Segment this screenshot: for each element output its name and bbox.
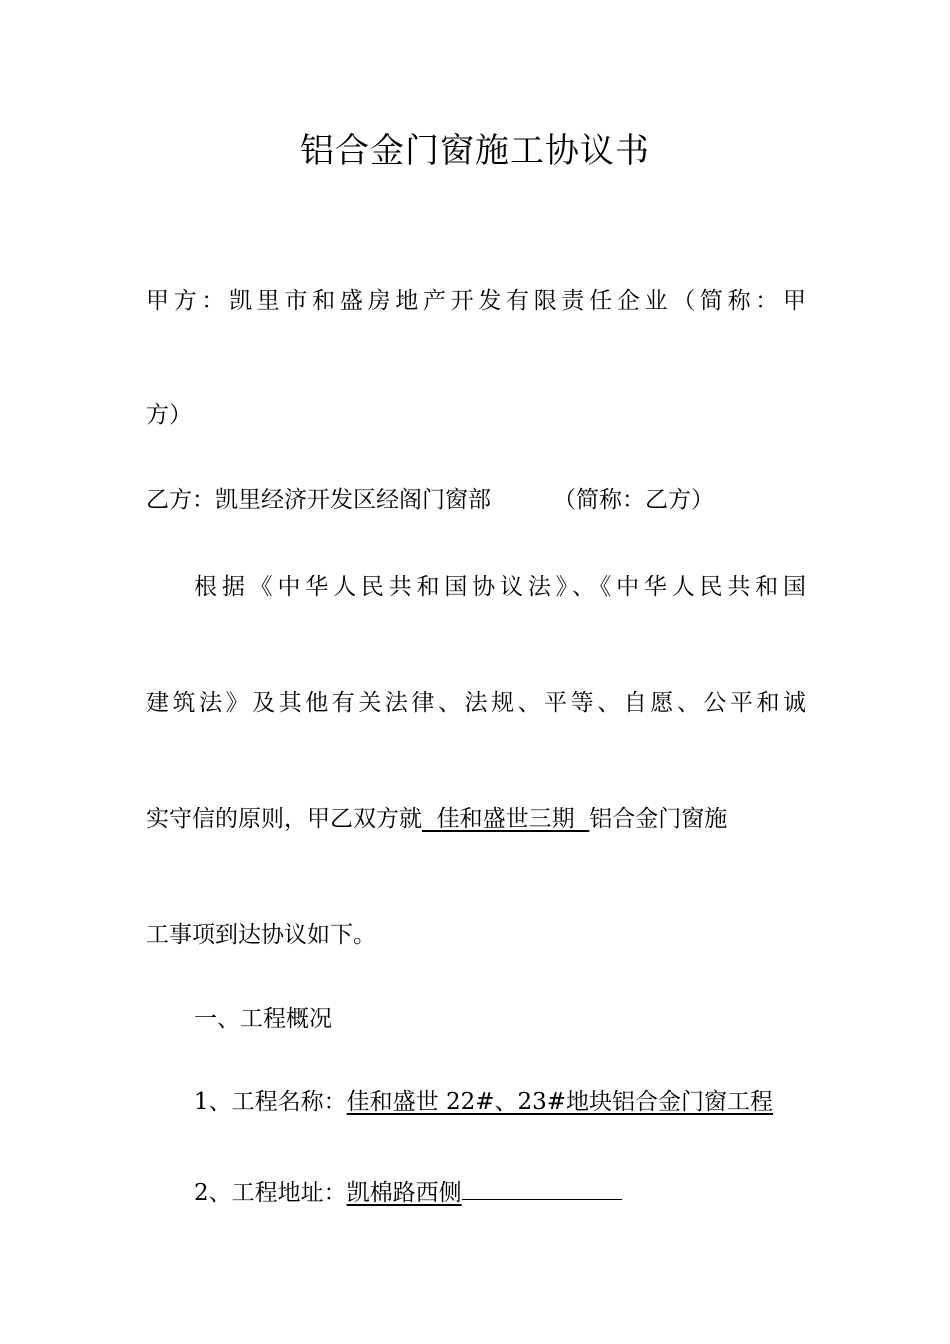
basis-line-3-suffix: 铝合金门窗施 (589, 806, 728, 832)
basis-line-2: 建筑法》及其他有关法律、法规、平等、自愿、公平和诚 (146, 690, 806, 716)
document-title: 铝合金门窗施工协议书 (300, 131, 650, 171)
item-1-project-name (194, 1085, 773, 1119)
project-name-underlined: 佳和盛世三期 (422, 806, 590, 832)
party-a-line-1: 甲方：凯里市和盛房地产开发有限责任企业（简称：甲 (146, 288, 806, 314)
item-2-project-address (194, 1173, 622, 1210)
basis-line-4: 工事项到达协议如下。 (146, 922, 376, 948)
item-1-label: 1、工程名称： (194, 1089, 347, 1115)
party-a-line-2: 方） (146, 402, 192, 428)
item-2-label: 2、工程地址： (194, 1180, 347, 1206)
item-2-value: 凯棉路西侧 (346, 1180, 462, 1206)
basis-line-3-prefix: 实守信的原则，甲乙双方就 (146, 806, 422, 832)
party-b-short-name: （简称：乙方） (553, 487, 714, 513)
section-1-heading: 一、工程概况 (194, 1006, 332, 1032)
party-b-line (146, 483, 714, 517)
party-b-name: 乙方：凯里经济开发区经阁门窗部 (146, 487, 491, 513)
item-1-value: 佳和盛世 22#、23#地块铝合金门窗工程 (346, 1089, 774, 1115)
item-2-blank-underline (462, 1173, 622, 1200)
basis-line-1: 根据《中华人民共和国协议法》、《中华人民共和国 (194, 574, 806, 600)
basis-line-3 (146, 802, 727, 836)
